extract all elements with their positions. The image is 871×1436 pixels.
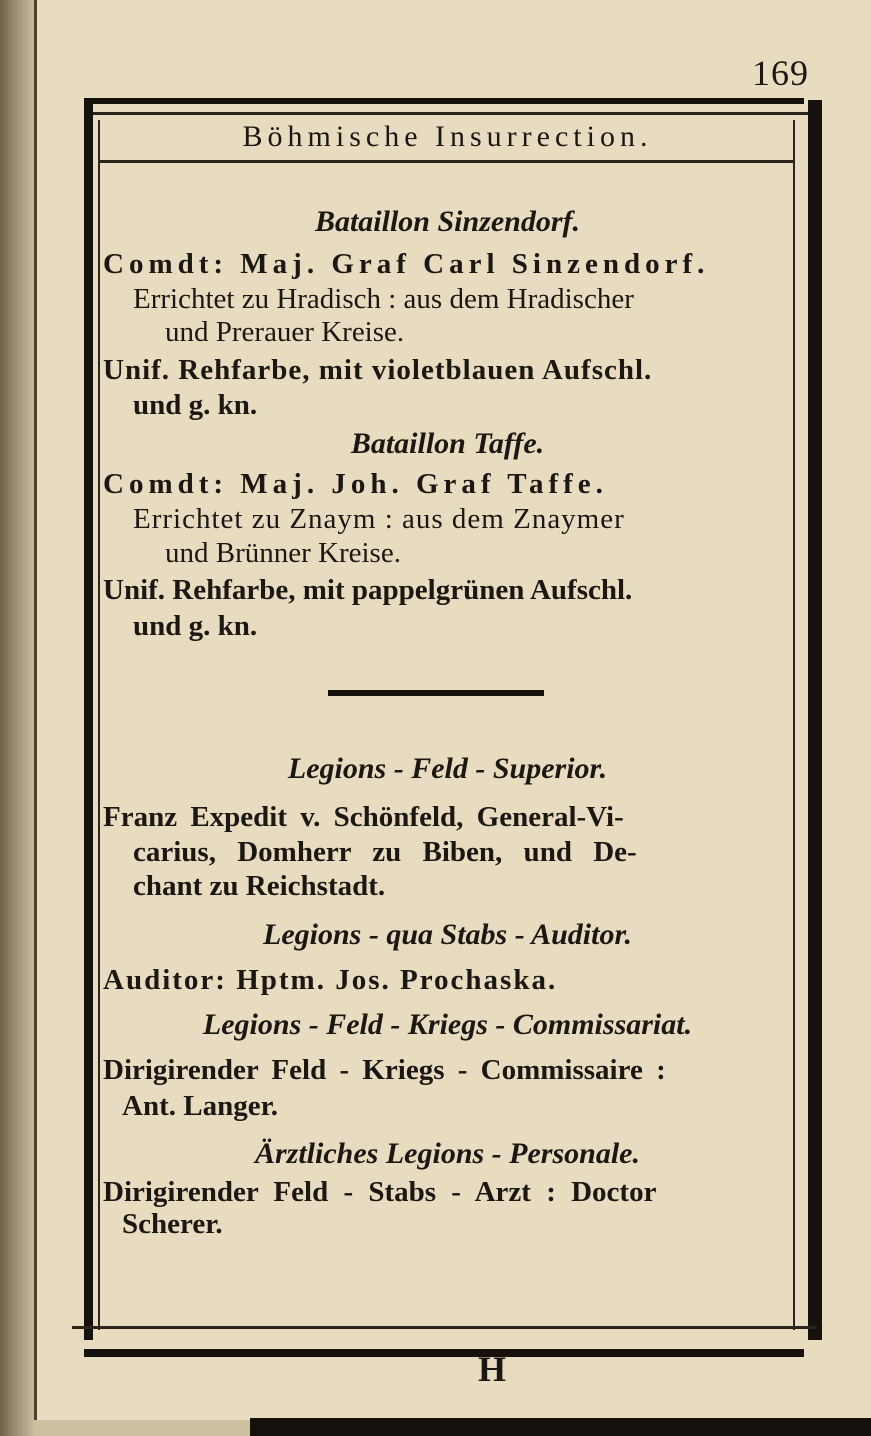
book-spine-shadow bbox=[0, 0, 34, 1436]
section-heading-sinzendorf: Bataillon Sinzendorf. bbox=[314, 205, 581, 238]
book-spine-edge bbox=[34, 0, 37, 1436]
header-top-rule bbox=[93, 112, 808, 115]
text-line: Auditor: Hptm. Jos. Prochaska. bbox=[103, 964, 558, 996]
text-line: Dirigirender Feld - Stabs - Arzt : Doctor bbox=[103, 1176, 657, 1208]
frame-bottom-inner-rule bbox=[72, 1326, 817, 1329]
section-divider bbox=[328, 690, 544, 696]
text-line: Comdt: Maj. Joh. Graf Taffe. bbox=[103, 468, 608, 500]
section-heading-taffe: Bataillon Taffe. bbox=[350, 427, 545, 460]
text-line: carius, Domherr zu Biben, und De- bbox=[133, 836, 637, 868]
text-line: und Brünner Kreise. bbox=[165, 537, 401, 569]
header-rule bbox=[100, 160, 795, 163]
text-line: und g. kn. bbox=[133, 610, 258, 642]
text-line: Errichtet zu Znaym : aus dem Znaymer bbox=[133, 503, 625, 535]
scan-bottom-edge bbox=[250, 1418, 871, 1436]
text-line: Unif. Rehfarbe, mit violetblauen Aufschl. bbox=[103, 354, 653, 386]
text-line: chant zu Reichstadt. bbox=[133, 870, 386, 902]
section-heading-aerztliches-personale: Ärztliches Legions - Personale. bbox=[254, 1137, 640, 1170]
section-heading-feld-superior: Legions - Feld - Superior. bbox=[287, 752, 608, 785]
frame-right-rule bbox=[808, 100, 822, 1340]
text-line: Franz Expedit v. Schönfeld, General-Vi- bbox=[103, 801, 624, 833]
text-line: Ant. Langer. bbox=[122, 1090, 279, 1122]
signature-mark: H bbox=[478, 1349, 507, 1389]
frame-left-rule bbox=[84, 100, 93, 1340]
text-line: Errichtet zu Hradisch : aus dem Hradischer bbox=[133, 283, 634, 315]
section-heading-stabs-auditor: Legions - qua Stabs - Auditor. bbox=[263, 918, 632, 951]
text-line: Dirigirender Feld - Kriegs - Commissaire : bbox=[103, 1054, 666, 1086]
section-heading-kriegs-commissariat: Legions - Feld - Kriegs - Commissariat. bbox=[202, 1008, 693, 1041]
text-line: und g. kn. bbox=[133, 389, 258, 421]
text-line: Scherer. bbox=[122, 1208, 223, 1240]
page-number: 169 bbox=[752, 53, 809, 93]
text-line: Unif. Rehfarbe, mit pappelgrünen Aufschl. bbox=[103, 574, 633, 606]
running-head: Böhmische Insurrection. bbox=[242, 120, 653, 153]
text-line: und Prerauer Kreise. bbox=[165, 316, 405, 348]
page-bottom-edge bbox=[34, 1420, 250, 1436]
text-line: Comdt: Maj. Graf Carl Sinzendorf. bbox=[103, 248, 710, 280]
